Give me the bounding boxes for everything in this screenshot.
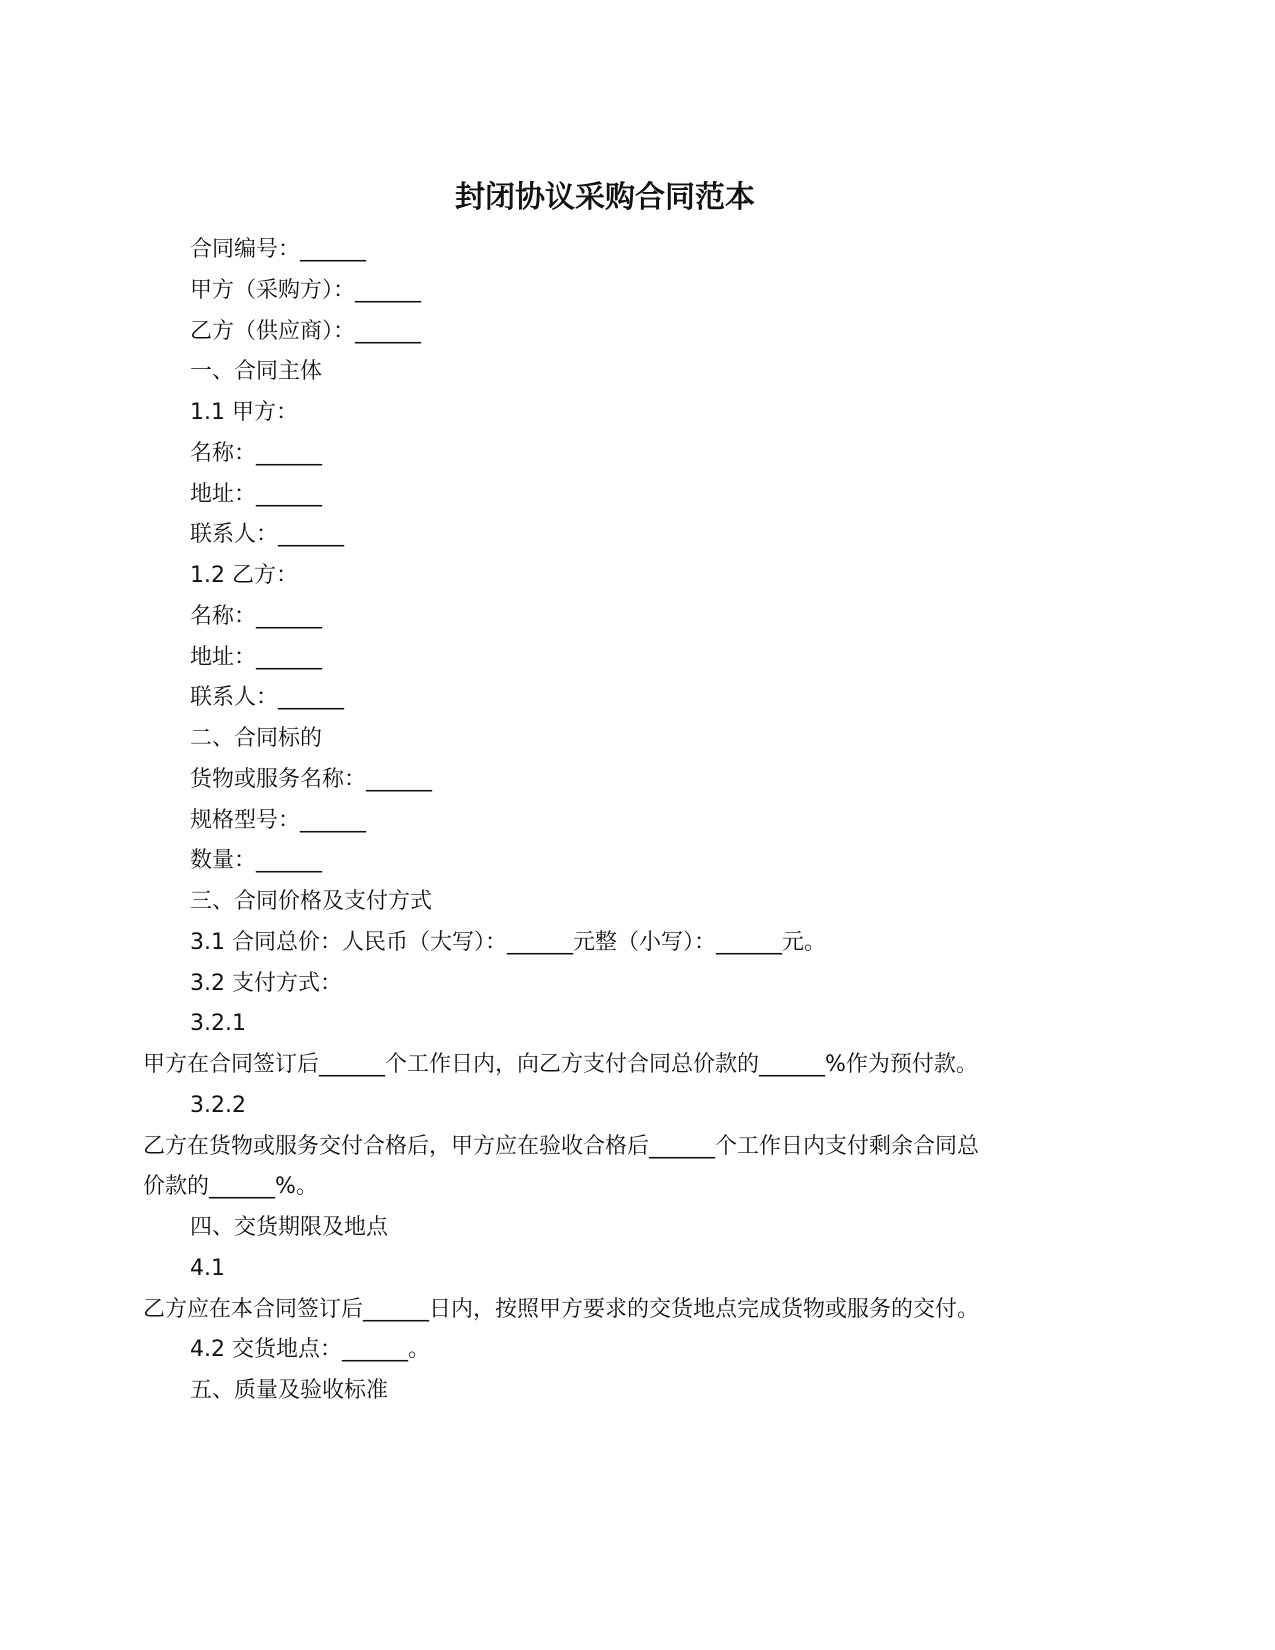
- document-line: 名称：______: [190, 603, 323, 629]
- document-line: 甲方在合同签订后______个工作日内，向乙方支付合同总价款的______%作为预付款。: [143, 1052, 978, 1077]
- document-line: 价款的______%。: [143, 1174, 318, 1200]
- document-line: 3.1 合同总价：人民币（大写）：______元整（小写）：______元。: [190, 929, 826, 955]
- document-line: 甲方（采购方）：______: [190, 277, 422, 303]
- document-line: 3.2 支付方式：: [190, 970, 342, 996]
- document-line: 一、合同主体: [190, 359, 323, 385]
- document-line: 五、质量及验收标准: [190, 1378, 389, 1403]
- document-line: 四、交货期限及地点: [190, 1215, 389, 1240]
- document-line: 二、合同标的: [190, 726, 323, 751]
- document-title: 封闭协议采购合同范本: [455, 180, 755, 215]
- document-line: 3.2.1: [190, 1011, 246, 1037]
- document-line: 1.2 乙方：: [190, 563, 298, 588]
- document-body: [143, 230, 1063, 1412]
- document-line: 规格型号：______: [190, 807, 367, 833]
- document-line: 三、合同价格及支付方式: [190, 889, 433, 914]
- document-line: 4.1: [190, 1255, 225, 1281]
- document-line: 数量：______: [190, 848, 323, 874]
- document-line: 乙方（供应商）：______: [190, 318, 422, 344]
- document-line: 联系人：______: [190, 685, 345, 711]
- document-line: 3.2.2: [190, 1092, 246, 1118]
- document-line: 4.2 交货地点：______。: [190, 1337, 430, 1363]
- document-line: 货物或服务名称：______: [190, 766, 433, 792]
- document-line: 名称：______: [190, 440, 323, 466]
- document-line: 1.1 甲方：: [190, 400, 298, 425]
- document-line: 乙方应在本合同签订后______日内，按照甲方要求的交货地点完成货物或服务的交付。: [143, 1296, 980, 1322]
- document-line: 地址：______: [190, 644, 323, 670]
- document-line: 联系人：______: [190, 522, 345, 548]
- document-line: 地址：______: [190, 481, 323, 507]
- document-line: 乙方在货物或服务交付合格后，甲方应在验收合格后______个工作日内支付剩余合同总: [143, 1133, 980, 1159]
- document-line: 合同编号：______: [190, 237, 367, 262]
